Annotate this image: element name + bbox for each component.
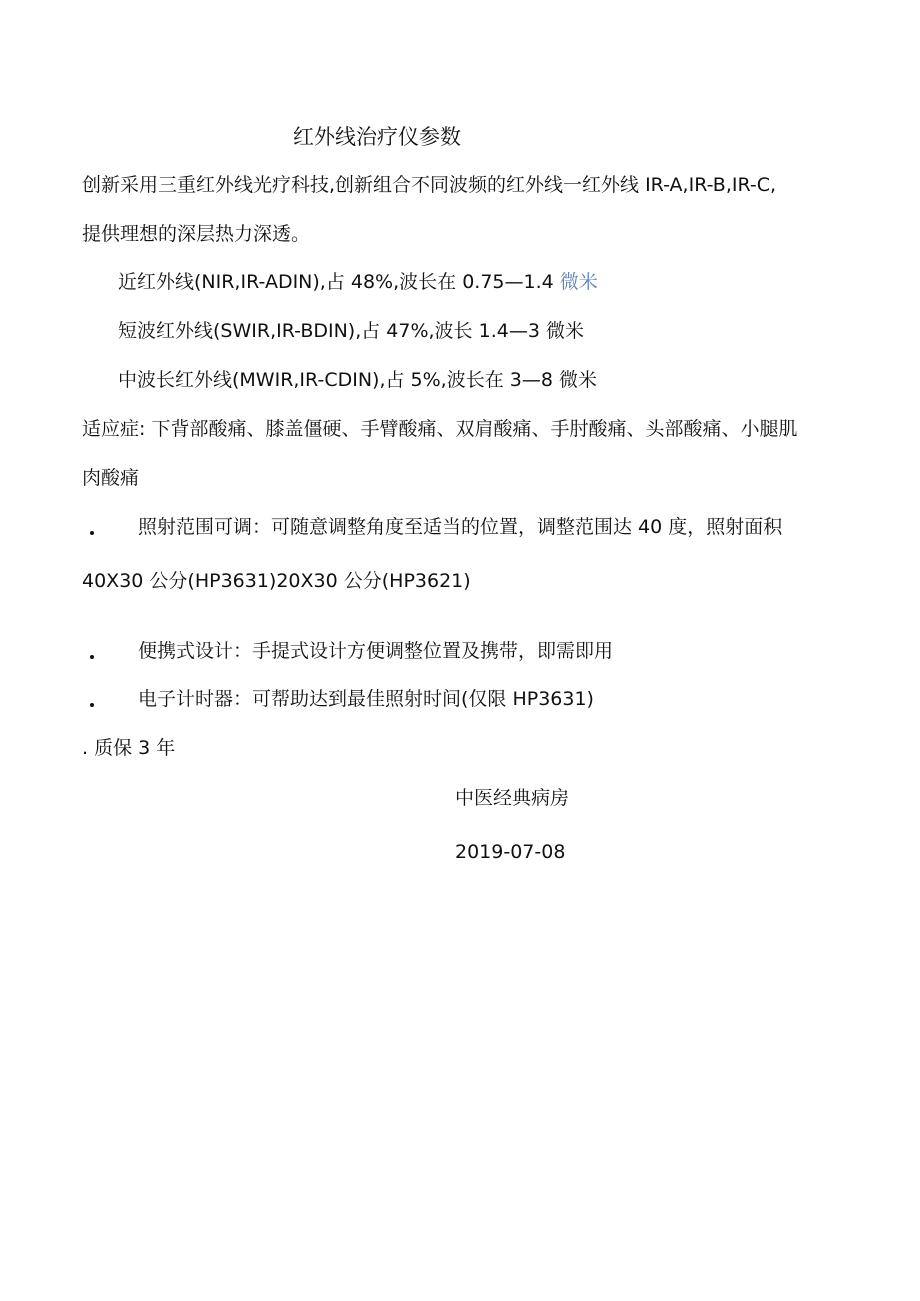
bullet-dot	[90, 703, 94, 707]
band-near-infrared-text: 近红外线(NIR,IR-ADIN),占 48%,波长在 0.75—1.4	[118, 271, 560, 293]
bullet-adjustable-range-continuation: 40X30 公分(HP3631)20X30 公分(HP3621)	[82, 570, 471, 592]
bullet-adjustable-range: 照射范围可调：可随意调整角度至适当的位置，调整范围达 40 度，照射面积	[138, 516, 783, 538]
document-title: 红外线治疗仪参数	[293, 125, 461, 149]
bullet-electronic-timer: 电子计时器：可帮助达到最佳照射时间(仅限 HP3631)	[138, 688, 594, 710]
document-date: 2019-07-08	[455, 841, 566, 863]
intro-paragraph-line-2: 提供理想的深层热力深透。	[82, 223, 311, 245]
band-near-infrared	[118, 273, 598, 292]
bullet-portable-design: 便携式设计：手提式设计方便调整位置及携带，即需即用	[138, 640, 614, 662]
intro-paragraph-line-1: 创新采用三重红外线光疗科技,创新组合不同波频的红外线一红外线 IR-A,IR-B,IR-C,	[82, 174, 777, 196]
bullet-dot	[90, 531, 94, 535]
band-short-wave-infrared: 短波红外线(SWIR,IR-BDIN),占 47%,波长 1.4—3 微米	[118, 320, 584, 342]
band-mid-wave-infrared: 中波长红外线(MWIR,IR-CDIN),占 5%,波长在 3—8 微米	[118, 369, 597, 391]
warranty-line: . 质保 3 年	[82, 737, 176, 759]
bullet-dot	[90, 655, 94, 659]
organization-signature: 中医经典病房	[455, 787, 570, 809]
indications-line-1: 适应症: 下背部酸痛、膝盖僵硬、手臂酸痛、双肩酸痛、手肘酸痛、头部酸痛、小腿肌	[82, 418, 798, 440]
indications-line-2: 肉酸痛	[82, 467, 140, 489]
band-near-infrared-unit: 微米	[559, 271, 598, 293]
